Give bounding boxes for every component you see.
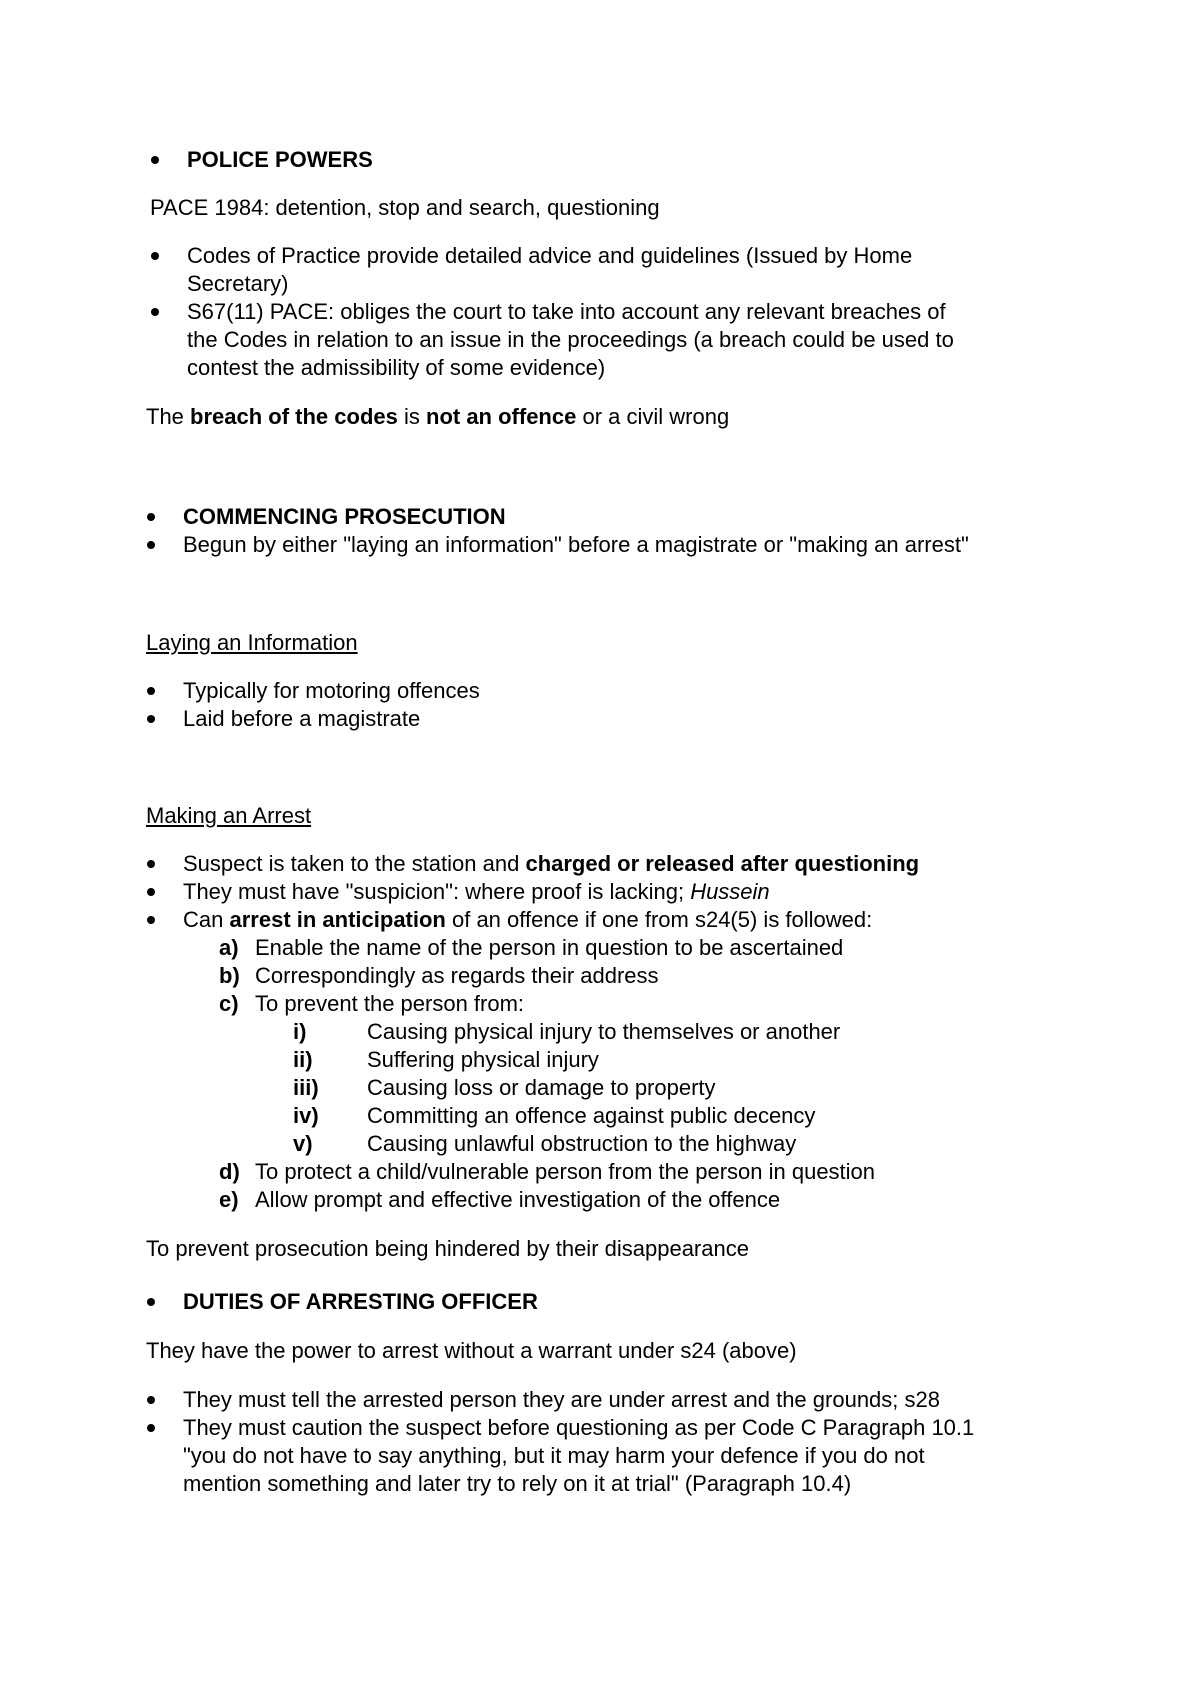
breach-line: The breach of the codes is not an offence or a civil wrong: [146, 404, 730, 429]
sub-condition-item: iv) Committing an offence against public decency: [293, 1103, 816, 1128]
suspect-line: Suspect is taken to the station and charged or released after questioning: [183, 851, 920, 876]
condition-item: d) To protect a child/vulnerable person from the person in question: [219, 1159, 876, 1184]
condition-item: e) Allow prompt and effective investigation of the offence: [219, 1187, 781, 1212]
caution-line-1: They must caution the suspect before questioning as per Code C Paragraph 10.1: [183, 1415, 975, 1440]
tell-line: They must tell the arrested person they are under arrest and the grounds; s28: [183, 1387, 940, 1412]
s67-line-2: the Codes in relation to an issue in the proceedings (a breach could be used to: [187, 327, 954, 352]
heading-making-arrest: Making an Arrest: [146, 803, 312, 828]
heading-duties: DUTIES OF ARRESTING OFFICER: [183, 1289, 538, 1314]
suspicion-line: They must have "suspicion": where proof is lacking; Hussein: [183, 879, 770, 904]
sub-condition-item: iii) Causing loss or damage to property: [293, 1075, 716, 1100]
laying-item: Laid before a magistrate: [183, 706, 421, 731]
s67-line-1: S67(11) PACE: obliges the court to take into account any relevant breaches of: [187, 299, 946, 324]
codes-line-2: Secretary): [187, 271, 289, 296]
heading-commencing-prosecution: COMMENCING PROSECUTION: [183, 504, 506, 529]
duties-intro: They have the power to arrest without a warrant under s24 (above): [146, 1338, 797, 1363]
s67-line-3: contest the admissibility of some evidence): [187, 355, 606, 380]
summary-line: To prevent prosecution being hindered by their disappearance: [146, 1236, 749, 1261]
heading-laying-information: Laying an Information: [146, 630, 358, 655]
laying-item: Typically for motoring offences: [183, 678, 480, 703]
sub-condition-item: ii) Suffering physical injury: [293, 1047, 599, 1072]
begun-line: Begun by either "laying an information" before a magistrate or "making an arrest": [183, 532, 969, 557]
condition-item: a) Enable the name of the person in question to be ascertained: [219, 935, 844, 960]
condition-item: c) To prevent the person from:: [219, 991, 525, 1016]
codes-line-1: Codes of Practice provide detailed advice and guidelines (Issued by Home: [187, 243, 913, 268]
caution-line-2: "you do not have to say anything, but it may harm your defence if you do not: [183, 1443, 925, 1468]
sub-condition-item: i) Causing physical injury to themselves or another: [293, 1019, 841, 1044]
sub-condition-item: v) Causing unlawful obstruction to the highway: [293, 1131, 797, 1156]
condition-item: b) Correspondingly as regards their address: [219, 963, 659, 988]
caution-line-3: mention something and later try to rely on it at trial" (Paragraph 10.4): [183, 1471, 852, 1496]
heading-police-powers: POLICE POWERS: [187, 147, 373, 172]
pace-intro: PACE 1984: detention, stop and search, questioning: [150, 195, 660, 220]
anticipation-line: Can arrest in anticipation of an offence if one from s24(5) is followed:: [183, 907, 873, 932]
